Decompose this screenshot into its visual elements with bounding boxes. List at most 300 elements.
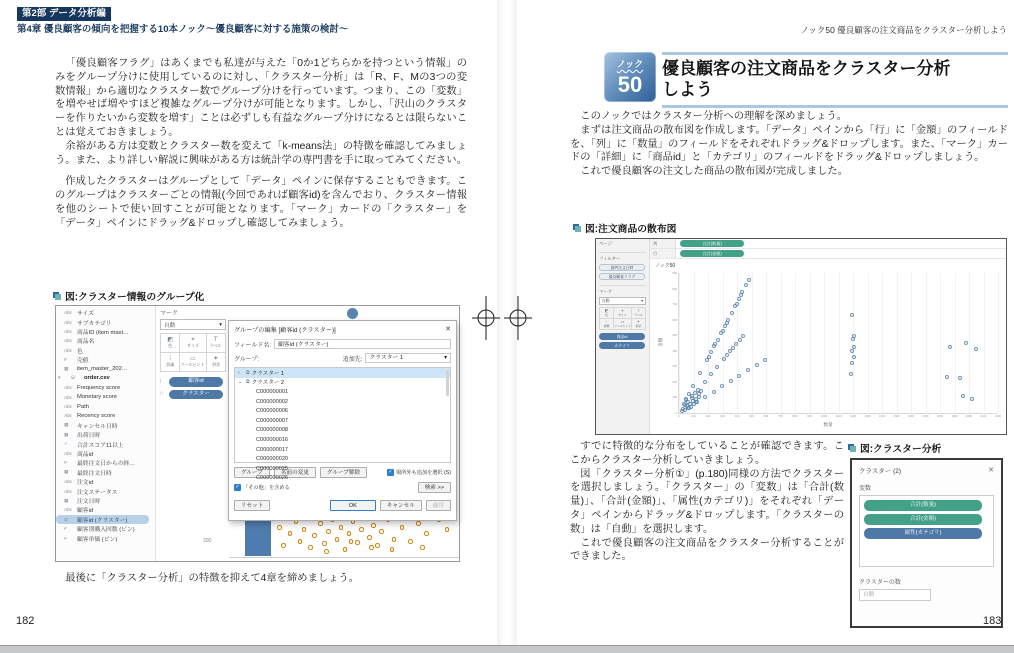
marks-button-サイズ[interactable] [614,308,632,319]
figure-icon [575,226,581,232]
gridline [882,273,883,413]
field-row[interactable] [56,411,155,420]
fragment-point [308,545,313,550]
columns-pill[interactable]: 合計(数量) [680,240,744,248]
fragment-point [288,531,293,536]
field-label: 色 [77,348,83,355]
member-row[interactable]: C000000002 [256,398,289,405]
field-type-icon: ✓ [64,441,68,447]
figure-caption-cluster [850,441,941,455]
y-tick-label: 700 [672,302,677,307]
y-tick-label: 600 [672,317,677,322]
marks-button-形状[interactable] [207,353,226,372]
scatter-point [716,338,720,342]
field-row[interactable] [56,439,155,448]
member-row[interactable]: C000000020 [256,456,289,463]
checkbox-checked-icon: ✓ [388,469,393,475]
x-tick-label: 1800 [936,414,944,418]
fragment-point [339,525,344,530]
pill-shelf-icon: ∷ [160,391,164,398]
field-label: 最終注文日時 [77,470,112,477]
marks-card-label: マーク [599,289,613,294]
scatter-point [738,338,742,342]
columns-shelf-label: 列 [650,239,676,248]
pill-shelf-icon: ⁞ [160,378,162,385]
field-type-icon: Abc [64,385,72,391]
find-button[interactable]: 検索 >> [418,482,451,493]
x-tick-label: 1500 [893,414,900,418]
x-tick-label: 0 [678,414,680,418]
paragraph: まずは注文商品の散布図を作成します。「データ」ペインから「行」に「金額」のフィールドを、「列」に「数量」のフィールドをそれぞれドラッグ&ドロップします。また、「マーク」カードの「詳細」に「商品id」と「カテゴリ」のフィールドをドラッグ&ドロップしましょう。 [570,124,1008,164]
field-row[interactable] [56,524,155,533]
paragraph: 作成したクラスターはグループとして「データ」ペインに保存することもできます。このグループはクラスターごとの情報(今回であれば顧客id)を含んでおり、クラスター情報を他のシートで使い回すことが可能となります。「マーク」カードの「クラスター」を「データ」ペインにドラッグ&ドロップし確認してみましょう。 [55,176,467,229]
pages-card-label: ページ [599,241,613,246]
y-tick-label: 900 [672,271,677,275]
ok-button[interactable]: OK [330,500,376,511]
scatter-point [703,380,707,384]
field-label: Recency score [77,412,116,419]
field-type-icon: Abc [64,319,72,325]
scatter-point [709,372,713,376]
field-type-icon: Abc [64,451,72,457]
paperclip-icon: ⧉ [246,369,250,376]
field-label: Monetary score [77,394,117,401]
field-row[interactable] [56,336,155,345]
marks-button-サイズ[interactable] [180,334,206,353]
gridline [940,273,941,413]
gridline [868,273,869,413]
scatter-point [722,357,726,361]
ツールヒント-icon: ▭ [620,319,625,324]
field-row[interactable] [56,346,155,355]
y-tick-label: 200 [672,379,677,384]
paragraph: 図「クラスター分析①」(p.180)同様の方法でクラスターを選択しましょう。「クラスター」の「変数」は「合計(数量)」、「合計(金額)」、「属性(カテゴリ)」をそれぞれ「データ」ペインからドラッグ&ドロップします。「クラスターの数」は「自動」を選択します。 [570,468,844,535]
y-axis-label: 金額 [658,337,663,347]
orange-points [257,516,461,556]
add-to-value: クラスター 1 [369,355,404,361]
chevron-down-icon: ▾ [219,321,222,328]
member-row[interactable]: C000000026 [256,475,289,482]
x-tick-label: 2200 [994,414,1002,418]
edit-group-dialog [228,320,457,521]
figure-caption-text: 図:クラスター情報のグループ化 [65,292,205,303]
field-row[interactable] [56,308,155,317]
scatter-point [852,355,856,359]
reset-button[interactable]: リセット [234,500,270,511]
gridline [984,273,985,413]
field-type-icon: # [64,526,67,532]
knock-badge [604,52,656,102]
field-type-icon: Abc [64,338,72,344]
gridline [723,273,724,413]
marks-button-label: 形状 [635,324,642,328]
サイズ-icon: ⌖ [191,337,195,343]
rows-shelf[interactable] [650,249,1006,259]
rows-pill[interactable]: 合計(金額) [680,250,744,258]
field-label: 顧客id (クラスター) [77,517,128,524]
variables-box[interactable] [859,495,994,567]
field-row[interactable] [56,505,155,514]
scatter-point [945,375,949,379]
scatter-point [958,376,962,380]
x-tick-label: 400 [734,414,740,418]
marks-button-形状[interactable] [632,319,646,330]
field-label: サブカテゴリ [77,320,112,327]
field-label: 注文id [77,480,94,487]
figure-caption-left [55,289,204,303]
x-tick-label: 100 [691,414,696,418]
x-tick-label: 900 [807,414,812,418]
member-row[interactable]: C000000007 [256,417,289,424]
marks-button-label: ツールヒント [614,324,631,328]
paragraph: 余裕がある方は変数とクラスター数を変えて「k-means法」の特徴を確認してみましょう。また、より詳しい解説に興味がある方は統計学の専門書を手に取ってみてください。 [55,140,467,166]
cancel-button[interactable]: キャンセル [380,500,422,511]
fragment-point [312,533,317,538]
gridline [766,273,767,413]
filter-pills [599,264,646,280]
y-tick-label: 100 [672,395,677,400]
marks-button-詳細[interactable] [600,319,614,330]
fragment-point [424,531,429,536]
gridline [679,273,680,413]
cluster-panel [850,458,1003,628]
part-badge: 第2部 データ分析編 [17,7,111,21]
chapter-heading: 第4章 優良顧客の傾向を把握する10本ノック～優良顧客に対する施策の検討～ [17,24,349,35]
色-icon: ◩ [604,308,609,313]
variable-pill[interactable]: 合計(数量) [864,500,982,511]
right-lower-text [570,440,844,564]
gridline [853,273,854,413]
scatter-plot-area [672,271,1002,418]
axis-tick-label: 200 [203,538,212,544]
fragment-point [359,527,364,532]
fragment-point [326,529,331,534]
columns-shelf[interactable] [650,239,1006,249]
variable-pill[interactable]: 属性(カテゴリ) [864,528,982,539]
field-row[interactable] [56,402,155,411]
marks-button-色[interactable] [161,334,180,353]
knock-title [662,52,1008,108]
fragment-point [324,549,329,554]
marks-buttons-small [599,307,646,330]
field-row[interactable] [56,449,155,458]
field-row[interactable] [56,421,155,430]
field-row[interactable] [56,477,155,486]
field-name-input[interactable]: 顧客id (クラスター) [274,339,451,349]
field-type-icon: Abc [64,394,72,400]
色-icon: ◩ [167,337,174,343]
x-tick-label: 2100 [980,414,987,418]
marks-button-label: ラベル [209,343,222,348]
scatter-point [763,358,767,362]
paragraph: 最後に「クラスター分析」の特徴を抑えて4章を締めましょう。 [65,573,360,584]
gridline [839,273,840,413]
x-tick-label: 1200 [849,414,857,418]
scatter-point [974,347,978,351]
marks-button-label: 色 [168,343,173,348]
marks-button-ラベル[interactable] [207,334,226,353]
field-type-icon: Abc [64,328,72,334]
paragraph: 「優良顧客フラグ」はあくまでも私達が与えた「0か1どちらかを持つという情報」のみをグループ分けに使用しているのに対し、「クラスター分析」は「R、F、Mの3つの変数情報」から適切なクラスター数でグループ分けを行っています。つまり、この「変数」を増やせば増やすほど複雑なグループ分けが可能となります。しかし、「沢山のクラスターを作りたいから変数を増す」ことは必ずしも有益なグループ分けになるとは限らないことは覚えておきましょう。 [55,58,467,138]
fragment-point [322,541,327,546]
paragraph: このノックではクラスター分析への理解を深めましょう。 [580,111,847,122]
scatter-point [707,355,711,359]
field-type-icon: ▦ [64,431,69,437]
field-pill[interactable]: 商品id [599,333,645,340]
member-row[interactable]: C000000016 [256,436,289,443]
marks-button-ラベル[interactable] [632,308,646,319]
group-label: グループ: [234,356,260,363]
x-tick-label: 800 [792,414,798,418]
field-type-icon: ▦ [64,469,69,475]
scatter-point [730,311,734,315]
y-tick-label: 400 [672,348,677,353]
scatter-point [726,318,730,322]
fragment-point [277,525,282,530]
field-label: 商品id [77,452,94,459]
knock-title-line1: 優良顧客の注文商品をクラスター分析 [662,59,951,78]
fragment-point [379,529,384,534]
marks-button-詳細[interactable] [161,353,180,372]
group-rows [235,368,450,483]
mark-type-value: 自動 [164,322,176,329]
field-label: order.csv [84,375,110,382]
scatter-point [703,395,707,399]
gridline [926,273,927,413]
group-row[interactable] [235,378,450,388]
field-row[interactable] [56,374,155,383]
figure-caption-text: 図:注文商品の散布図 [585,224,677,235]
axis-line [229,557,459,558]
y-tick-label: 500 [672,333,677,338]
scatter-point [728,349,732,353]
scatter-point [737,374,741,378]
paperclip-icon: ⧉ [246,379,250,386]
field-row[interactable] [56,393,155,402]
scatter-point [964,341,968,345]
scatter-point [850,361,854,365]
variables-label: 変数 [859,486,872,492]
figure-caption-text: 図:クラスター分析 [860,444,942,455]
名前の変更-button[interactable]: 名前の変更 [274,467,316,478]
fragment-point [416,521,421,526]
グループ解除-button[interactable]: グループ解除 [320,467,367,478]
field-label: 出荷日時 [77,433,101,440]
field-label: 顧客id [77,508,94,515]
paragraph: これで優良顧客の注文商品をクラスター分析することができました。 [570,537,844,563]
fragment-point [298,539,303,544]
right-body-text [570,110,1008,179]
page-edge [0,645,1014,653]
member-row[interactable]: C000000006 [256,408,289,415]
figure-icon [850,446,856,452]
expander-icon[interactable]: › [238,369,240,376]
gridline [781,273,782,413]
pages-card [599,241,646,253]
scatter-point [740,290,744,294]
field-label: Path [77,403,89,410]
shelves [650,239,1006,259]
field-type-icon: # [64,357,67,363]
sheet-area [650,259,1006,434]
field-label: 売値 [77,358,89,365]
fragment-point [281,543,286,548]
scrollbar[interactable] [446,370,449,396]
x-tick-label: 1400 [878,414,886,418]
data-pane-fields [56,308,155,543]
marks-button-label: サイズ [618,313,627,317]
scatter-point [695,400,699,404]
checkbox-checked-icon: ✓ [235,484,240,490]
y-tick-label: 800 [672,286,677,291]
field-label: Frequency score [77,384,121,391]
形状-icon: ✦ [213,356,219,362]
gridline [969,273,970,413]
member-row[interactable]: C000000025 [256,465,289,472]
scatter-point [715,365,719,369]
field-row[interactable] [56,355,155,364]
field-name-label: フィールド名: [234,342,272,349]
gridline [795,273,796,413]
fragment-point [371,523,376,528]
field-pill[interactable]: カテゴリ [599,342,645,349]
left-closing-text [55,572,467,586]
group-row[interactable] [235,368,450,378]
field-row[interactable] [56,430,155,439]
scatter-point [721,329,725,333]
checkbox-label: 「その他」を含める [243,485,290,491]
scatter-point [731,346,735,350]
field-type-icon: Abc [64,347,72,353]
knock-badge-label: ノック [616,59,644,69]
marks-button-label: 色 [605,313,608,317]
left-body-text [55,57,467,231]
filter-pill[interactable]: 最終注文日時 [599,264,645,271]
fragment-point [355,540,360,545]
field-row[interactable] [56,327,155,336]
add-to-dropdown[interactable] [365,353,451,363]
field-label: 顧客別購入回数 (ビン) [77,527,135,534]
marks-buttons [160,333,226,372]
field-pill[interactable]: クラスター [169,390,223,400]
scatter-point [948,345,952,349]
field-row[interactable] [56,515,149,524]
scatter-fragment [203,516,461,556]
field-row[interactable] [56,458,155,467]
scatter-cluster-dot [347,308,358,319]
scatter-point [755,363,759,367]
variable-pill[interactable]: 合計(金額) [864,514,982,525]
gridline [911,273,912,413]
field-row[interactable] [56,317,155,326]
close-icon[interactable]: ✕ [988,467,994,474]
field-type-icon: Abc [64,488,72,494]
cluster-count-input[interactable]: 自動 [859,589,931,601]
x-tick-label: 200 [705,414,711,418]
x-tick-label: 2000 [965,414,973,418]
x-tick-label: 700 [778,414,783,418]
dialog-title: グループの編集 [顧客id (クラスター)] [234,327,336,334]
caret-icon[interactable]: ▾ [58,375,61,381]
ラベル-icon: T [213,337,218,343]
field-type-icon: Abc [64,404,72,410]
marks-button-label: 形状 [211,362,220,367]
fragment-point [408,539,413,544]
include-other-checkbox[interactable] [234,484,290,491]
fragment-point [367,535,372,540]
ラベル-icon: T [637,308,640,313]
fragment-point [390,547,395,552]
marks-pills-small [599,333,646,349]
field-row[interactable] [56,486,155,495]
field-label: 商品ID (item mast… [77,329,129,336]
data-pane [56,306,156,561]
field-label: サイズ [77,311,94,318]
scatter-point [970,397,974,401]
member-row[interactable]: C000000001 [256,388,289,395]
field-row[interactable] [56,364,155,373]
page-number-left: 182 [16,615,35,627]
field-label: 最終注文日からの経… [77,461,135,468]
member-row[interactable]: C000000008 [256,427,289,434]
field-label: 合計スコア11以上 [77,442,124,449]
member-row[interactable]: C000000017 [256,446,289,453]
marks-button-ツールヒント[interactable] [614,319,632,330]
gridline [998,273,999,413]
sheet-title: ノック50 [655,263,676,269]
field-type-icon: ▦ [64,497,69,503]
mark-type-value: 自動 [602,299,610,303]
marks-button-ツールヒント[interactable] [180,353,206,372]
x-tick-label: 1600 [907,414,915,418]
apply-button[interactable]: 適用 [426,500,451,511]
mark-type-dropdown[interactable] [599,297,646,305]
expander-icon[interactable]: ⌄ [238,379,243,386]
x-tick-label: 1700 [922,414,929,418]
gridline [897,273,898,413]
scatter-point [709,350,713,354]
field-label: キャンセル日時 [77,423,118,430]
cluster-panel-title: クラスター (2) [859,468,902,475]
y-tick-label: 0 [675,411,677,415]
fragment-point [375,543,380,548]
field-row[interactable] [56,533,155,542]
field-pill[interactable]: 顧客id [169,377,223,387]
marks-button-label: ツールヒント [181,362,205,367]
paragraph: すでに特徴的な分布をしていることが確認できます。ここからクラスター分析していきましょう。 [570,441,844,466]
x-axis-label: 数量 [823,422,833,427]
x-tick-label: 1900 [951,414,958,418]
registration-mark [470,294,534,342]
field-label: 顧客単価 (ビン) [77,536,118,543]
サイズ-icon: ⌖ [621,308,624,313]
field-row[interactable] [56,468,155,477]
グループ-button[interactable]: グループ [234,467,270,478]
field-row[interactable] [56,496,155,505]
scatter-point [741,334,745,338]
field-type-icon: ⛁ [71,375,75,381]
field-row[interactable] [56,383,155,392]
scatter-point [735,302,739,306]
marks-button-色[interactable] [600,308,614,319]
figure-caption-scatter [575,221,676,235]
close-icon[interactable]: ✕ [445,326,451,333]
marks-card-small [599,289,646,349]
gridline [708,273,709,413]
mark-type-dropdown[interactable] [160,319,226,330]
filter-pill[interactable]: 優良顧客フラグ [599,273,645,280]
scatter-point [737,297,741,301]
